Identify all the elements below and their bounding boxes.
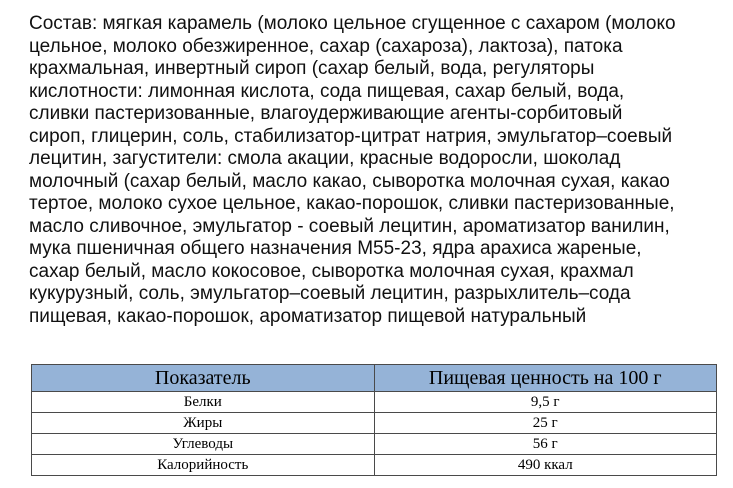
indicator-cell: Углеводы (32, 434, 375, 455)
table-row (32, 392, 717, 413)
composition-line: сливки пастеризованные, влагоудерживающие агенты-сорбитовый (29, 103, 623, 124)
value-cell: 490 ккал (374, 455, 716, 476)
composition-text (29, 13, 719, 328)
composition-line: кукурузный, соль, эмульгатор–соевый лецитин, разрыхлитель–сода (29, 283, 631, 304)
nutrition-table (31, 364, 717, 476)
value-column-header: Пищевая ценность на 100 г (374, 365, 716, 392)
composition-line: Состав: мягкая карамель (молоко цельное сгущенное с сахаром (молоко (29, 13, 676, 34)
composition-line: молочный (сахар белый, масло какао, сыворотка молочная сухая, какао (29, 170, 670, 192)
composition-line: сироп, глицерин, соль, стабилизатор-цитрат натрия, эмульгатор–соевый (29, 125, 673, 147)
composition-line: масло сливочное, эмульгатор - соевый лецитин, ароматизатор ванилин, (29, 215, 670, 237)
nutrition-header-row (32, 365, 717, 392)
indicator-cell: Жиры (32, 413, 375, 434)
composition-line: лецитин, загустители: смола акации, красные водоросли, шоколад (29, 148, 621, 169)
composition-line: пищевая, какао-порошок, ароматизатор пищевой натуральный (29, 305, 587, 327)
value-cell: 9,5 г (374, 392, 716, 413)
value-cell: 56 г (374, 434, 716, 455)
composition-line: крахмальная, инвертный сироп (сахар белый, вода, регуляторы (29, 58, 595, 79)
table-row (32, 434, 717, 455)
composition-line: цельное, молоко обезжиренное, сахар (сахароза), лактоза), патока (29, 35, 623, 57)
table-row (32, 413, 717, 434)
indicator-column-header: Показатель (32, 365, 375, 392)
composition-line: тертое, молоко сухое цельное, какао-порошок, сливки пастеризованные, (29, 193, 675, 214)
composition-line: сахар белый, масло кокосовое, сыворотка молочная сухая, крахмал (29, 260, 634, 282)
composition-line: кислотности: лимонная кислота, сода пищевая, сахар белый, вода, (29, 80, 625, 102)
table-row (32, 455, 717, 476)
composition-line: мука пшеничная общего назначения М55-23, ядра арахиса жареные, (29, 238, 642, 259)
indicator-cell: Белки (32, 392, 375, 413)
value-cell: 25 г (374, 413, 716, 434)
indicator-cell: Калорийность (32, 455, 375, 476)
